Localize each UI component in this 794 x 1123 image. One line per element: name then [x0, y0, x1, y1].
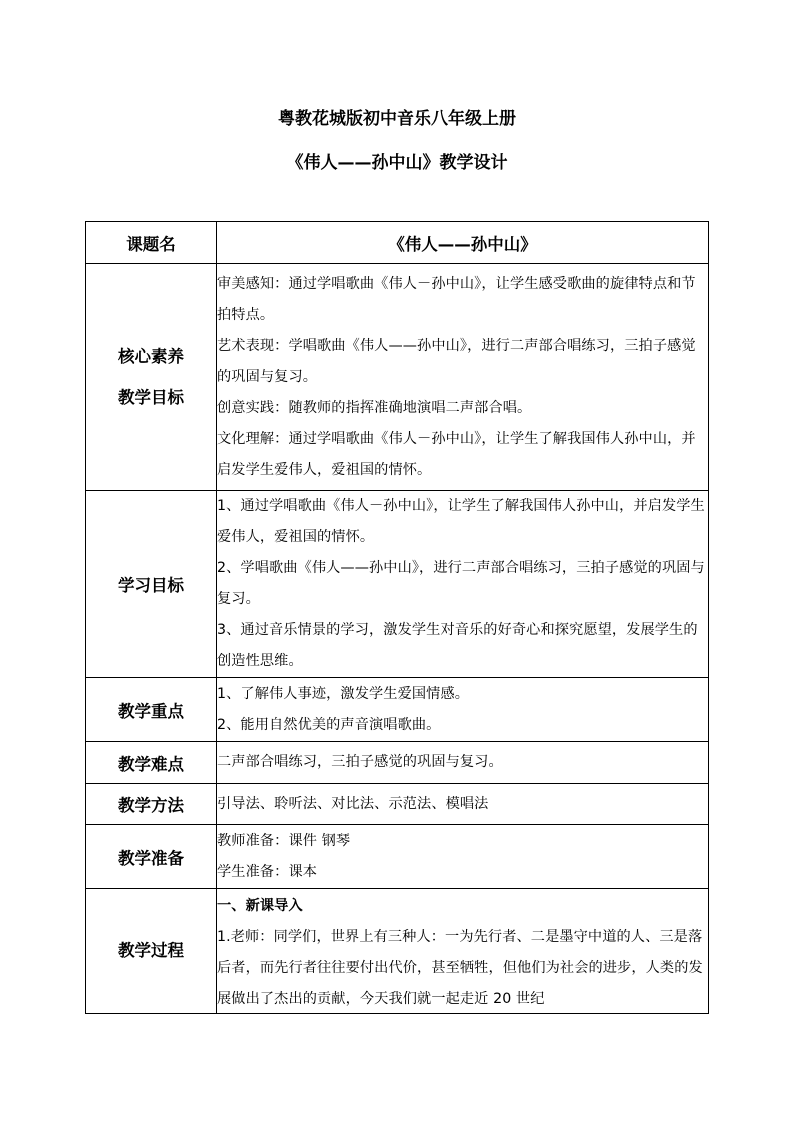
core-label-cell — [86, 264, 217, 491]
learning-item-1: 1、通过学唱歌曲《伟人－孙中山》，让学生了解我国伟人孙中山，并启发学生爱伟人，爱祖国的情怀。 — [217, 498, 705, 545]
focus-content-cell — [217, 678, 709, 742]
header-label-cell — [86, 222, 217, 264]
core-item-aesthetic: 审美感知：通过学唱歌曲《伟人－孙中山》，让学生感受歌曲的旋律特点和节拍特点。 — [217, 275, 696, 323]
prep-teacher: 教师准备：课件 钢琴 — [217, 832, 351, 849]
header-value-cell — [217, 222, 709, 264]
core-label-line1: 核心素养 — [118, 347, 184, 366]
difficulty-value: 二声部合唱练习，三拍子感觉的巩固与复习。 — [217, 754, 503, 770]
difficulty-label: 教学难点 — [118, 754, 184, 774]
prep-label-cell — [86, 825, 217, 889]
process-content — [217, 891, 708, 1007]
core-item-expression: 艺术表现：学唱歌曲《伟人——孙中山》，进行二声部合唱练习，三拍子感觉的巩固与复习。 — [217, 337, 696, 385]
prep-label: 教学准备 — [118, 848, 184, 868]
difficulty-label-cell — [86, 742, 217, 784]
table-row-learning — [86, 491, 709, 678]
core-content-cell — [217, 264, 709, 491]
method-label: 教学方法 — [118, 796, 184, 815]
table-row-focus — [86, 678, 709, 742]
core-item-culture: 文化理解：通过学唱歌曲《伟人－孙中山》，让学生了解我国伟人孙中山，并启发学生爱伟人，爱祖国的情怀。 — [217, 430, 696, 478]
focus-item-1: 1、了解伟人事迹，激发学生爱国情感。 — [217, 685, 470, 702]
table-row-method — [86, 784, 709, 825]
focus-label: 教学重点 — [118, 701, 184, 721]
lesson-plan-table — [85, 221, 709, 1014]
document-title: 粤教花城版初中音乐八年级上册 — [278, 109, 516, 129]
document-subtitle: 《伟人——孙中山》教学设计 — [286, 153, 508, 173]
learning-label: 学习目标 — [118, 576, 184, 595]
header-label: 课题名 — [126, 234, 176, 254]
process-label: 教学过程 — [118, 941, 184, 960]
prep-content-cell — [217, 825, 709, 889]
learning-item-2: 2、学唱歌曲《伟人——孙中山》，进行二声部合唱练习，三拍子感觉的巩固与复习。 — [217, 560, 705, 607]
core-label-line2: 教学目标 — [118, 388, 184, 407]
learning-label-cell — [86, 491, 217, 678]
learning-content-cell — [217, 491, 709, 678]
focus-item-2: 2、能用自然优美的声音演唱歌曲。 — [217, 716, 441, 733]
learning-item-3: 3、通过音乐情景的学习，激发学生对音乐的好奇心和探究愿望，发展学生的创造性思维。 — [217, 622, 698, 669]
table-row-header — [86, 222, 709, 264]
process-content-cell — [217, 889, 709, 1014]
difficulty-content-cell — [217, 742, 709, 784]
table-row-core — [86, 264, 709, 491]
method-value: 引导法、聆听法、对比法、示范法、模唱法 — [217, 795, 489, 812]
prep-student: 学生准备：课本 — [217, 863, 318, 880]
method-content-cell — [217, 784, 709, 825]
header-value: 《伟人——孙中山》 — [388, 234, 537, 254]
table-row-process — [86, 889, 709, 1014]
table-row-difficulty — [86, 742, 709, 784]
process-label-cell — [86, 889, 217, 1014]
process-heading: 一、新课导入 — [217, 898, 303, 914]
method-label-cell — [86, 784, 217, 825]
core-item-practice: 创意实践：随教师的指挥准确地演唱二声部合唱。 — [217, 399, 532, 416]
focus-label-cell — [86, 678, 217, 742]
table-row-prep — [86, 825, 709, 889]
process-text: 1.老师：同学们，世界上有三种人：一为先行者、二是墨守中道的人、三是落后者，而先行者往往要付出代价，甚至牺牲，但他们为社会的进步，人类的发展做出了杰出的贡献，今天我们就一起走近 20 世纪 — [217, 929, 703, 1007]
